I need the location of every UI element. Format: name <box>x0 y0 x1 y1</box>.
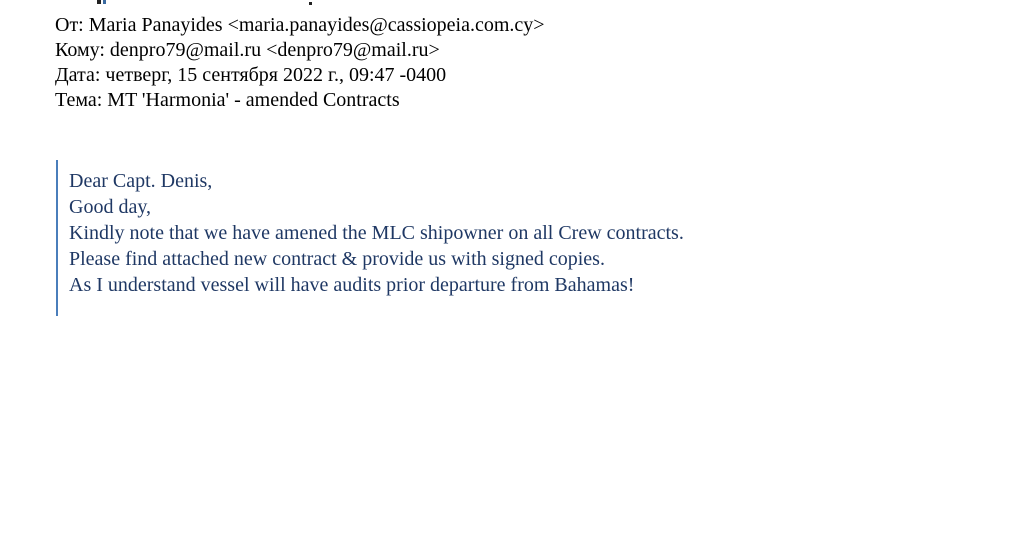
body-paragraph-goodday: Good day, <box>69 196 152 218</box>
header-line-from: От: Maria Panayides <maria.panayides@cassiopeia.com.cy> <box>55 14 545 36</box>
body-paragraph-kindly-note: Kindly note that we have amened the MLC shipowner on all Crew contracts. <box>69 222 684 244</box>
email-header-block <box>55 13 545 113</box>
cropped-text-remnant <box>103 0 106 4</box>
body-paragraph-greeting: Dear Capt. Denis, <box>69 170 213 192</box>
body-paragraph-audits: As I understand vessel will have audits prior departure from Bahamas! <box>69 274 635 296</box>
header-line-date: Дата: четверг, 15 сентября 2022 г., 09:47 -0400 <box>55 64 447 86</box>
cropped-text-remnant <box>97 0 101 4</box>
header-line-to: Кому: denpro79@mail.ru <denpro79@mail.ru> <box>55 39 440 61</box>
quoted-email-body <box>56 160 949 316</box>
header-line-subject: Тема: MT 'Harmonia' - amended Contracts <box>55 89 400 111</box>
body-paragraph-please-find: Please find attached new contract & provide us with signed copies. <box>69 248 605 270</box>
cropped-text-remnant <box>309 2 312 5</box>
